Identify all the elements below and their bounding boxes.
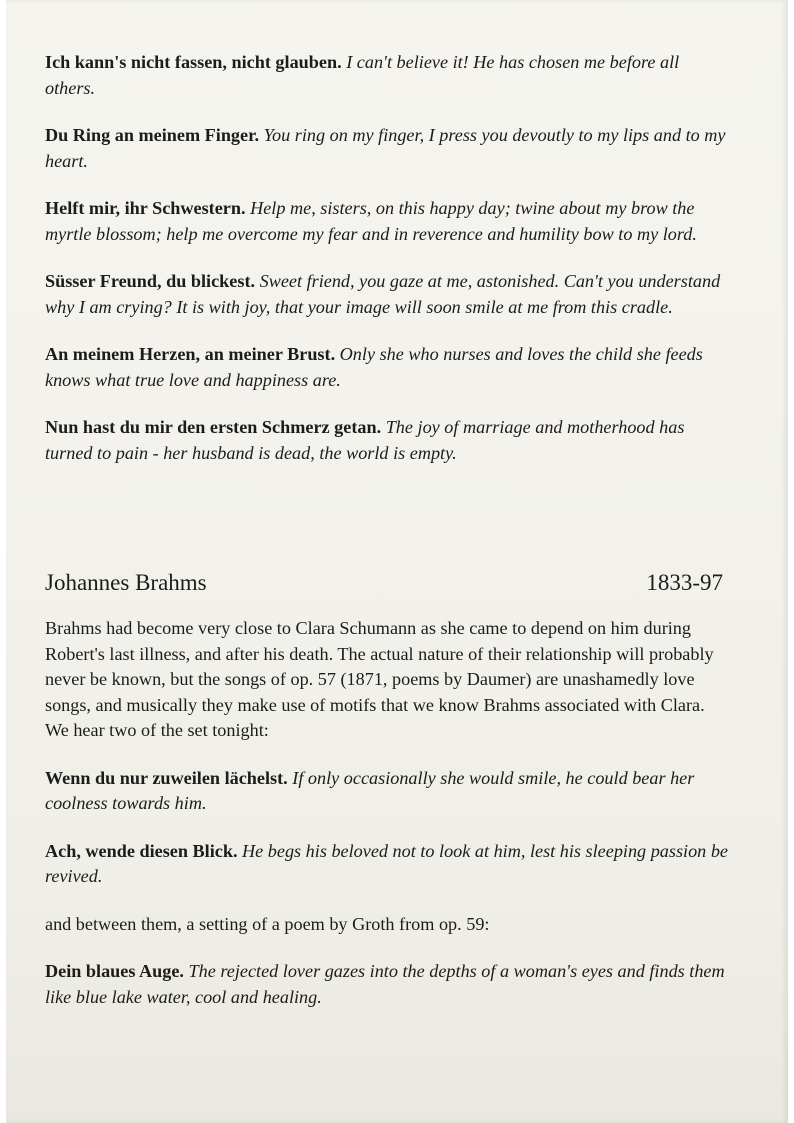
song-description: The rejected lover gazes into the depths of a woman's eyes and finds them like blue lake water, cool and healing. [45,961,725,1007]
song-title: An meinem Herzen, an meiner Brust. [45,344,336,364]
song-description: I can't believe it! He has chosen me before all others. [45,52,680,98]
song-entry [45,196,731,247]
composer-intro: Brahms had become very close to Clara Schumann as she came to depend on him during Robert's last illness, and after his death. The actual nature of their relationship will probably never be known, but the songs of op. 57 (1871, poems by Daumer) are unashamedly love songs, and musically they make use of motifs that we know Brahms associated with Clara. We hear two of the set tonight: [45,618,714,740]
page-content [45,50,731,1032]
composer-header [45,568,723,598]
song-entry [45,839,731,890]
song-entry [45,269,731,320]
song-entry [45,959,731,1010]
song-description: The joy of marriage and motherhood has turned to pain - her husband is dead, the world is empty. [45,417,685,463]
song-entry [45,50,731,101]
song-title: Süsser Freund, du blickest. [45,271,256,291]
song-entry [45,342,731,393]
song-description: You ring on my finger, I press you devoutly to my lips and to my heart. [45,125,726,171]
song-description: Sweet friend, you gaze at me, astonished. Can't you understand why I am crying? It is with joy, that your image will soon smile at me from this cradle. [45,271,721,317]
song-entry [45,766,731,817]
composer-name: Johannes Brahms [45,570,207,595]
song-title: Ach, wende diesen Blick. [45,840,238,861]
song-description: Help me, sisters, on this happy day; twine about my brow the myrtle blossom; help me overcome my fear and in reverence and humility bow to my lord. [45,198,697,244]
song-title: Dein blaues Auge. [45,961,184,981]
song-title: Ich kann's nicht fassen, nicht glauben. [45,52,342,72]
song-title: Nun hast du mir den ersten Schmerz getan. [45,417,382,437]
between-note: and between them, a setting of a poem by Groth from op. 59: [45,913,490,934]
composer-dates: 1833-97 [646,570,723,595]
section-spacer [45,488,731,568]
song-description: He begs his beloved not to look at him, lest his sleeping passion be revived. [45,840,728,886]
song-description: Only she who nurses and loves the child she feeds knows what true love and happiness are. [45,344,703,390]
song-entry [45,415,731,466]
song-entry [45,123,731,174]
programme-page [6,0,788,1123]
song-title: Wenn du nur zuweilen lächelst. [45,767,288,788]
song-description: If only occasionally she would smile, he could bear her coolness towards him. [45,767,695,813]
song-title: Du Ring an meinem Finger. [45,125,260,145]
song-title: Helft mir, ihr Schwestern. [45,198,246,218]
